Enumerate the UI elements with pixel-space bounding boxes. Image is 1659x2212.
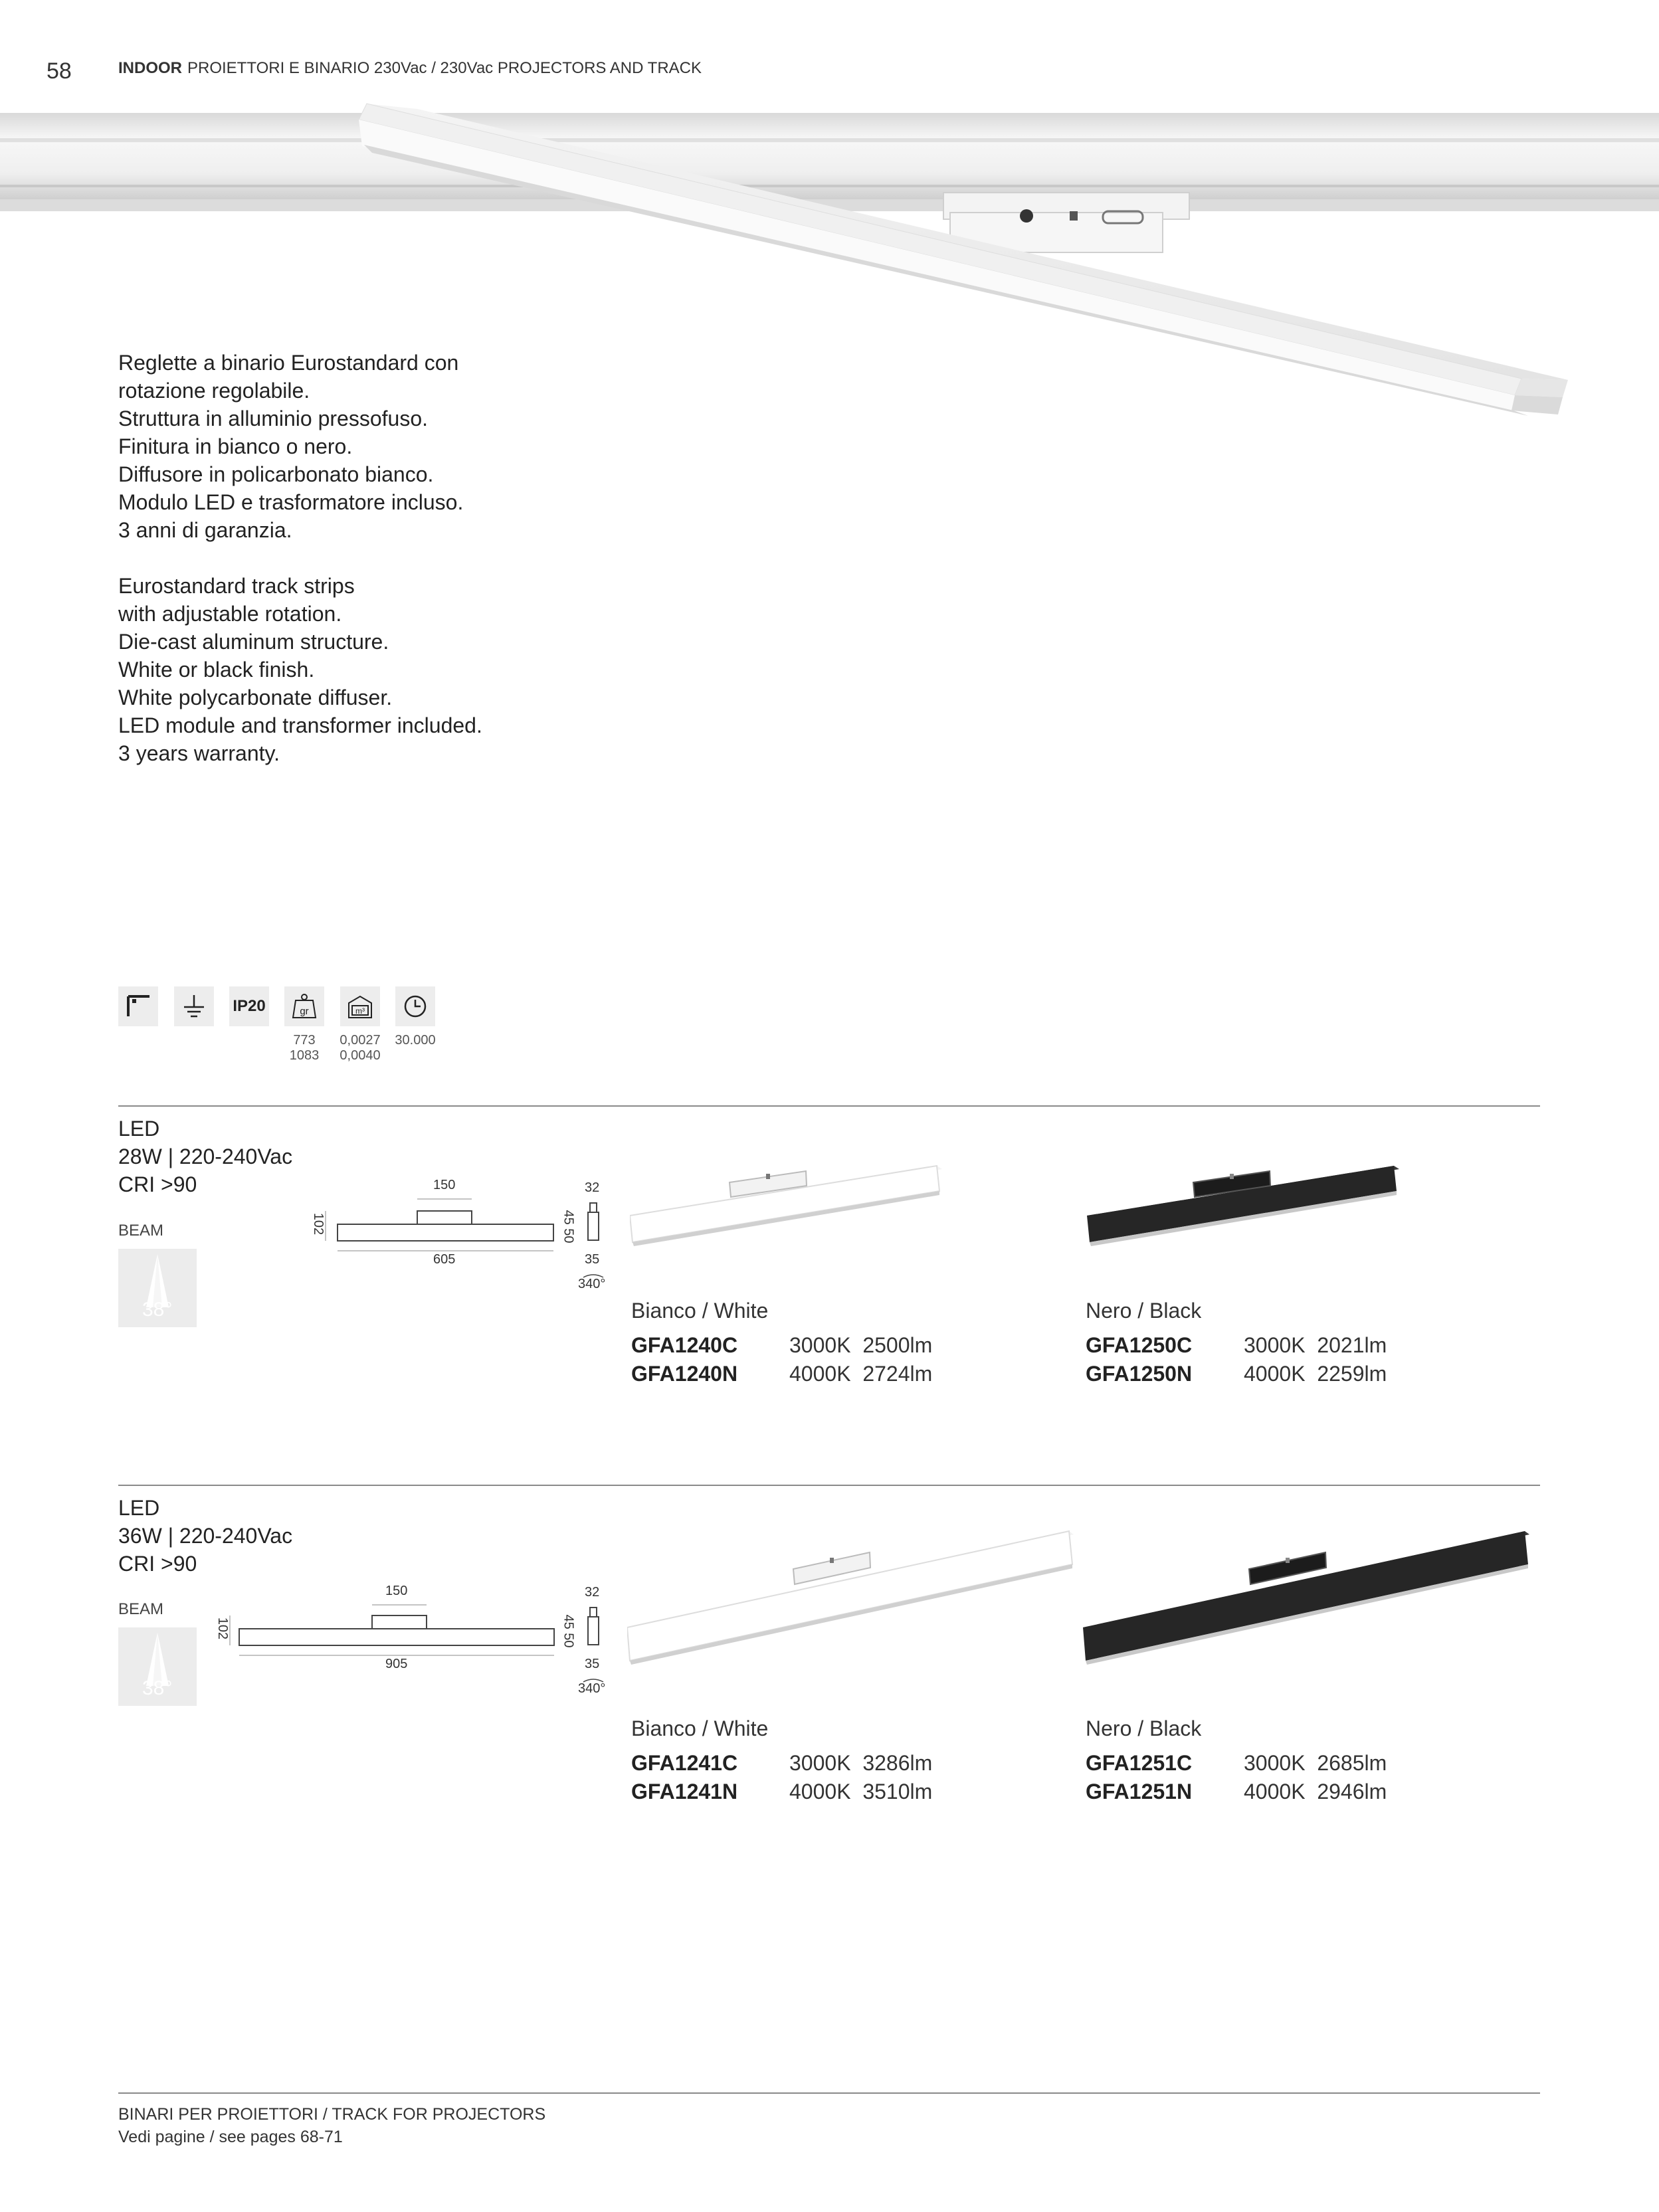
- lifetime-icon: [395, 986, 435, 1026]
- lifetime-value: 30.000: [395, 1033, 436, 1048]
- desc-it-line: rotazione regolabile.: [118, 379, 310, 403]
- color-temp: 4000K: [1244, 1362, 1306, 1386]
- description-english: [118, 572, 583, 767]
- description-italian: [118, 349, 583, 544]
- lumen: 2500lm: [862, 1333, 933, 1357]
- volume-values: [336, 1033, 385, 1063]
- beam-angle-box: [118, 1627, 197, 1706]
- lumen: 2685lm: [1317, 1751, 1387, 1775]
- desc-it-line: Modulo LED e trasformatore incluso.: [118, 490, 464, 514]
- dim-side-bottom: 35: [585, 1252, 600, 1267]
- dim-side-height: 45 50: [561, 1614, 576, 1648]
- code-row: [631, 1360, 932, 1388]
- beam-label: BEAM: [118, 1222, 164, 1240]
- volume-icon-text: m³: [355, 1006, 365, 1016]
- dim-height: 102: [215, 1617, 231, 1640]
- beam-angle-box: [118, 1249, 197, 1327]
- product-code: GFA1250N: [1086, 1362, 1193, 1386]
- lumen: 3510lm: [862, 1780, 933, 1803]
- ip-rating-text: IP20: [233, 997, 266, 1015]
- lumen: 2946lm: [1317, 1780, 1387, 1803]
- track-mount-icon: [118, 986, 158, 1026]
- product-code: GFA1250C: [1086, 1333, 1193, 1357]
- product-2-specs: [118, 1494, 292, 1578]
- weight-icon: [284, 986, 324, 1026]
- color-temp: 4000K: [789, 1780, 851, 1803]
- product-1-specs: [118, 1115, 292, 1198]
- dim-top: 150: [385, 1584, 408, 1598]
- ip-rating-icon: [229, 986, 269, 1026]
- desc-en-line: White polycarbonate diffuser.: [118, 686, 393, 709]
- product-code: GFA1241C: [631, 1751, 738, 1775]
- dim-rotation: 340°: [578, 1277, 606, 1291]
- volume-icon: [340, 986, 380, 1026]
- dim-side-bottom: 35: [585, 1657, 600, 1671]
- product-code: GFA1251N: [1086, 1780, 1193, 1803]
- weight-values: [284, 1033, 324, 1063]
- light-source: LED: [118, 1117, 160, 1141]
- power-voltage: 36W | 220-240Vac: [118, 1524, 293, 1548]
- desc-it-line: Reglette a binario Eurostandard con: [118, 351, 459, 375]
- footer-page-reference: Vedi pagine / see pages 68-71: [118, 2128, 343, 2146]
- dimension-drawing: [206, 1576, 625, 1695]
- variant-black-codes: [1086, 1749, 1387, 1806]
- light-source: LED: [118, 1496, 160, 1520]
- dim-top: 150: [433, 1178, 456, 1192]
- dim-length: 605: [433, 1252, 456, 1267]
- product-image-black: [1087, 1152, 1403, 1259]
- ground-icon: [174, 986, 214, 1026]
- product-code: GFA1240N: [631, 1362, 738, 1386]
- dim-length: 905: [385, 1657, 408, 1671]
- desc-en-line: LED module and transformer included.: [118, 713, 482, 737]
- variant-black-label: Nero / Black: [1086, 1716, 1202, 1740]
- header-section: INDOOR: [118, 59, 182, 77]
- dim-rotation: 340°: [578, 1681, 606, 1696]
- page-number: 58: [47, 58, 72, 84]
- desc-en-line: Eurostandard track strips: [118, 574, 355, 598]
- volume-value: 0,0027: [340, 1033, 381, 1048]
- desc-en-line: 3 years warranty.: [118, 741, 280, 765]
- lumen: 3286lm: [862, 1751, 933, 1775]
- desc-it-line: Diffusore in policarbonato bianco.: [118, 462, 434, 486]
- header-subtitle: PROIETTORI E BINARIO 230Vac / 230Vac PROJECTORS AND TRACK: [187, 59, 702, 77]
- color-temp: 4000K: [1244, 1780, 1306, 1803]
- dimension-drawing: [306, 1172, 625, 1292]
- product-image-white: [627, 1528, 1076, 1674]
- lifetime-values: [391, 1033, 440, 1048]
- weight-value: 773: [293, 1033, 316, 1048]
- variant-white-label: Bianco / White: [631, 1299, 769, 1323]
- product-image-white: [630, 1152, 946, 1259]
- code-row: [631, 1331, 932, 1360]
- product-code: GFA1241N: [631, 1780, 738, 1803]
- variant-white-label: Bianco / White: [631, 1716, 769, 1740]
- dim-side-top: 32: [585, 1180, 600, 1195]
- beam-label: BEAM: [118, 1600, 164, 1618]
- variant-white-codes: [631, 1331, 932, 1388]
- dim-height: 102: [311, 1212, 326, 1236]
- beam-angle: 38°: [142, 1677, 173, 1699]
- desc-en-line: with adjustable rotation.: [118, 602, 342, 626]
- product-code: GFA1251C: [1086, 1751, 1193, 1775]
- beam-angle: 38°: [142, 1299, 173, 1321]
- code-row: [1086, 1360, 1387, 1388]
- lumen: 2259lm: [1317, 1362, 1387, 1386]
- color-temp: 3000K: [1244, 1333, 1306, 1357]
- color-temp: 3000K: [789, 1751, 851, 1775]
- variant-white-codes: [631, 1749, 932, 1806]
- variant-black-codes: [1086, 1331, 1387, 1388]
- footer-divider: [118, 2092, 1540, 2094]
- section-divider: [118, 1105, 1540, 1107]
- volume-value: 0,0040: [340, 1048, 381, 1063]
- code-row: [631, 1778, 932, 1806]
- footer-section-title: BINARI PER PROIETTORI / TRACK FOR PROJECTORS: [118, 2105, 546, 2124]
- header-title: [118, 59, 702, 78]
- color-temp: 3000K: [1244, 1751, 1306, 1775]
- desc-en-line: Die-cast aluminum structure.: [118, 630, 389, 654]
- lumen: 2724lm: [862, 1362, 933, 1386]
- desc-it-line: Struttura in alluminio pressofuso.: [118, 407, 428, 430]
- product-image-black: [1083, 1528, 1532, 1674]
- dim-side-top: 32: [585, 1585, 600, 1600]
- color-temp: 3000K: [789, 1333, 851, 1357]
- variant-black-label: Nero / Black: [1086, 1299, 1202, 1323]
- lumen: 2021lm: [1317, 1333, 1387, 1357]
- power-voltage: 28W | 220-240Vac: [118, 1145, 293, 1168]
- desc-en-line: White or black finish.: [118, 658, 315, 682]
- section-divider: [118, 1485, 1540, 1486]
- cri: CRI >90: [118, 1552, 197, 1576]
- code-row: [1086, 1331, 1387, 1360]
- product-code: GFA1240C: [631, 1333, 738, 1357]
- weight-icon-text: gr: [300, 1006, 309, 1017]
- weight-value: 1083: [289, 1048, 320, 1063]
- color-temp: 4000K: [789, 1362, 851, 1386]
- desc-it-line: 3 anni di garanzia.: [118, 518, 292, 542]
- desc-it-line: Finitura in bianco o nero.: [118, 434, 353, 458]
- code-row: [1086, 1778, 1387, 1806]
- code-row: [631, 1749, 932, 1778]
- dim-side-height: 45 50: [561, 1210, 576, 1244]
- cri: CRI >90: [118, 1172, 197, 1196]
- code-row: [1086, 1749, 1387, 1778]
